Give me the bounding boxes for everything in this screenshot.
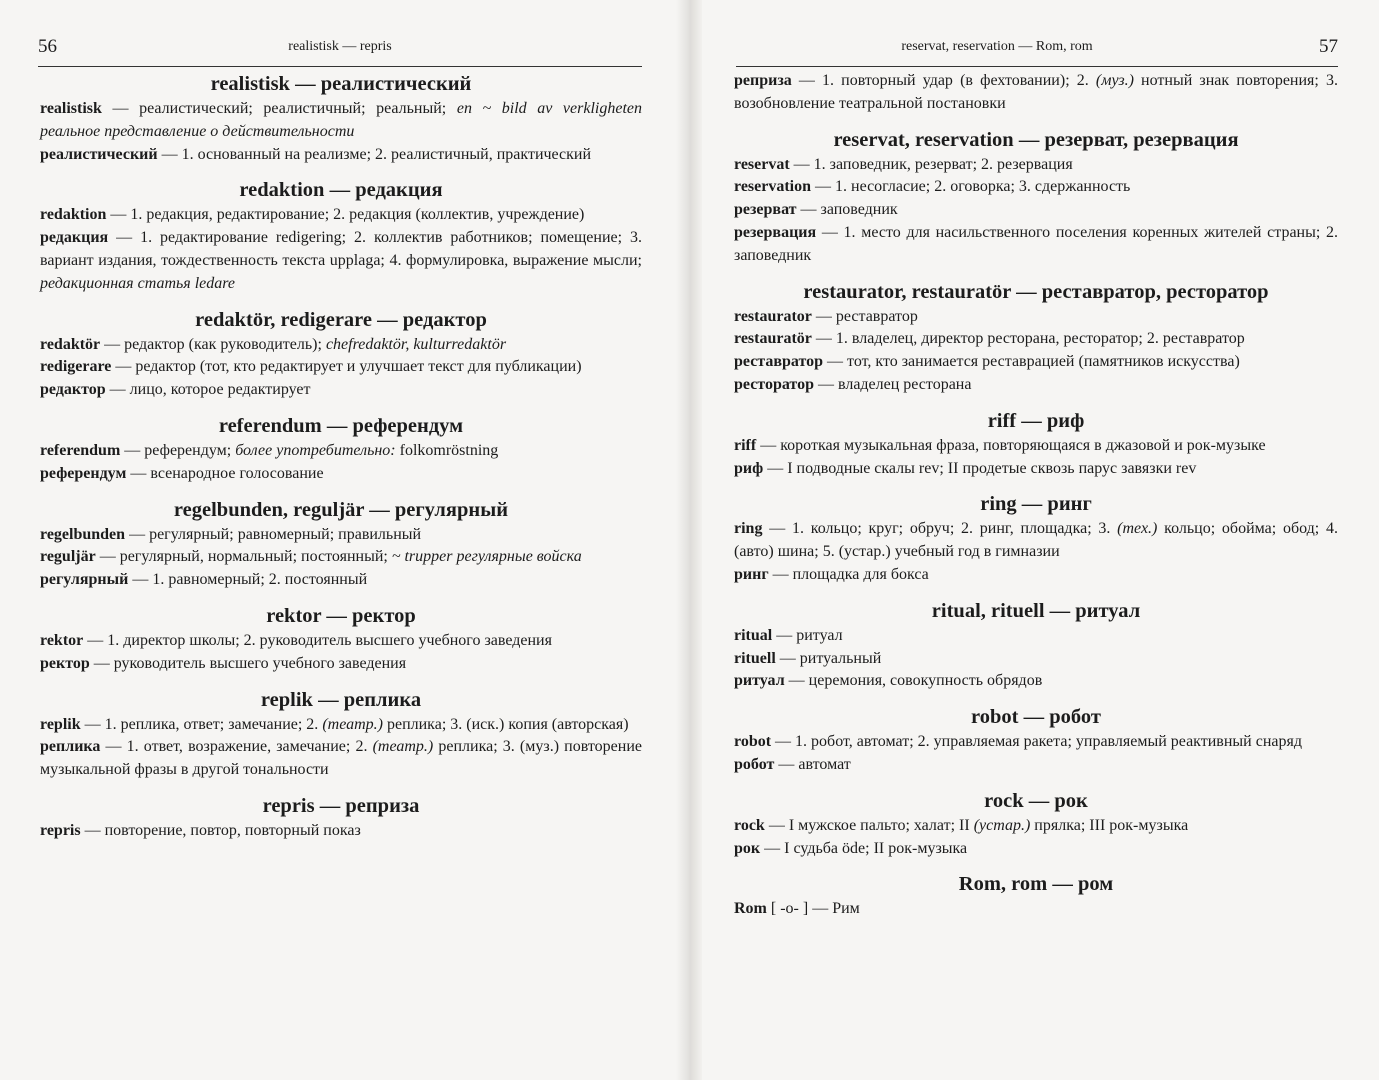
definition-line [734, 199, 1338, 222]
headword: робот [734, 755, 775, 773]
definition-text: — реалистический; реалистичный; реальный; [101, 100, 457, 117]
definition-line [734, 154, 1338, 177]
definition-line [734, 815, 1338, 838]
definition-line [40, 820, 642, 843]
headword: reservat [734, 155, 790, 173]
dictionary-entry [734, 787, 1338, 861]
definition-line [734, 435, 1338, 458]
dictionary-entry [40, 70, 642, 166]
headword: Rom [734, 900, 767, 918]
headword: restaurator [734, 307, 812, 325]
running-head [38, 36, 642, 67]
usage-example: en ~ bild av verkligheten реальное представление о действительности [40, 100, 642, 140]
headword: рок [734, 839, 761, 857]
headword: реплика [40, 738, 101, 756]
definition-line [40, 569, 642, 592]
definition-line [40, 334, 642, 357]
definition-text-continued: folkomröstning [395, 441, 499, 459]
running-head-text: reservat, reservation — Rom, rom [901, 39, 1093, 54]
definition-text: — 1. основанный на реализме; 2. реалистичный, практический [157, 145, 592, 163]
definition-text: — тот, кто занимается реставрацией (памятников искусства) [823, 353, 1240, 371]
definition-text: — редактор (как руководитель); [100, 335, 326, 353]
definition-text: — короткая музыкальная фраза, повторяющаяся в джазовой и рок-музыке [756, 436, 1266, 454]
definition-line [734, 222, 1338, 268]
definition-line [40, 98, 642, 144]
dictionary-entry [40, 176, 642, 295]
entry-heading: realistisk — реалистический [210, 73, 472, 95]
definition-text: — 1. редакция, редактирование; 2. редакция (коллектив, учреждение) [106, 206, 585, 224]
dictionary-entry [734, 70, 1338, 116]
headword: rektor [40, 631, 84, 649]
definition-line [40, 546, 642, 569]
dictionary-entry [40, 686, 642, 782]
definition-line [40, 714, 642, 737]
right-page [702, 0, 1379, 1080]
definition-text: — владелец ресторана [813, 375, 972, 393]
definition-text: — 1. заповедник, резерват; 2. резервация [789, 155, 1073, 173]
headword: redaktör [40, 335, 101, 353]
definition-line [40, 227, 642, 295]
definition-line [40, 144, 642, 167]
definition-line [40, 204, 642, 227]
headword: robot [734, 733, 772, 751]
page-number: 56 [38, 36, 57, 57]
entry-heading: redaktion — редакция [239, 179, 443, 202]
headword: ritual [734, 626, 773, 644]
headword: редактор [40, 381, 106, 399]
usage-example: (тех.) [1117, 520, 1158, 538]
definition-text: — площадка для бокса [768, 565, 929, 583]
headword: reservation [734, 178, 812, 196]
headword: realistisk [40, 100, 102, 117]
usage-example: (муз.) [1095, 72, 1134, 89]
dictionary-entry [40, 412, 642, 486]
definition-text: — 1. равномерный; 2. постоянный [128, 571, 368, 589]
definition-line [40, 736, 642, 782]
dictionary-entry [734, 597, 1338, 693]
definition-line [734, 518, 1338, 564]
definition-text: — 1. владелец, директор ресторана, ресторатор; 2. реставратор [811, 330, 1245, 348]
left-page [0, 0, 676, 1080]
definition-line [734, 374, 1338, 397]
running-head-text: realistisk — repris [288, 39, 392, 54]
definition-text: — реставратор [811, 307, 918, 325]
definition-text: — I судьба öde; II рок-музыка [760, 839, 968, 857]
dictionary-entry [734, 126, 1338, 268]
entry-heading: rektor — ректор [266, 604, 416, 627]
running-head [736, 36, 1338, 67]
headword: реалистический [40, 145, 158, 163]
dictionary-entry [40, 792, 642, 843]
definition-line [734, 898, 1338, 921]
dictionary-entry [734, 490, 1338, 586]
headword: реставратор [734, 353, 824, 371]
left-column [40, 70, 642, 853]
usage-example: (театр.) [322, 715, 383, 733]
definition-text: — I подводные скалы rev; II продетые сквозь парус завязки rev [763, 459, 1197, 477]
entry-heading: referendum — референдум [218, 414, 464, 437]
definition-text: — заповедник [796, 201, 898, 219]
entry-heading: ring — ринг [980, 493, 1092, 516]
definition-line [40, 379, 642, 402]
headword: ринг [734, 565, 769, 583]
definition-line [734, 731, 1338, 754]
definition-line [40, 356, 642, 379]
definition-text: — 1. несогласие; 2. оговорка; 3. сдержанность [811, 178, 1131, 196]
definition-text: [ -o- ] — Рим [766, 900, 860, 918]
entry-heading: restaurator, restauratör — реставратор, ресторатор [803, 280, 1269, 303]
headword: riff [734, 436, 757, 454]
usage-example: ~ trupper регулярные войска [391, 548, 582, 566]
definition-text: — 1. редактирование redigering; 2. коллектив работников; помещение; 3. вариант издания, тождественность текста upplaga; 4. формулировка, выражение мысли; [40, 229, 642, 269]
headword: redaktion [40, 206, 107, 224]
definition-text-continued: реплика; 3. (муз.) повторение музыкальной фразы в другой тональности [40, 738, 642, 779]
headword: реприза [734, 72, 792, 89]
definition-text: — регулярный, нормальный; постоянный; [95, 548, 392, 566]
entry-heading: rock — рок [984, 789, 1088, 812]
usage-example: chefredaktör, kulturredaktör [325, 335, 507, 353]
definition-text: — I мужское пальто; халат; II [764, 816, 974, 834]
dictionary-entry [734, 278, 1338, 397]
entry-heading: robot — робот [971, 706, 1101, 729]
dictionary-entry [734, 703, 1338, 777]
headword: регулярный [40, 571, 129, 589]
dictionary-entry [40, 602, 642, 676]
definition-line [734, 648, 1338, 671]
definition-text: — повторение, повтор, повторный показ [80, 821, 361, 839]
definition-text: — редактор (тот, кто редактирует и улучшает текст для публикации) [111, 358, 582, 376]
headword: reguljär [40, 548, 96, 566]
headword: ритуал [734, 672, 785, 690]
entry-heading: repris — реприза [262, 794, 420, 817]
definition-text: — референдум; [120, 441, 236, 459]
usage-example: более употребительно: [235, 441, 396, 459]
definition-line [734, 306, 1338, 329]
definition-line [40, 653, 642, 676]
definition-text: — руководитель высшего учебного заведения [89, 654, 407, 672]
headword: redigerare [40, 358, 112, 376]
book-gutter [676, 0, 702, 1080]
definition-line [734, 670, 1338, 693]
headword: restauratör [734, 330, 812, 348]
definition-line [40, 440, 642, 463]
dictionary-entry [40, 306, 642, 402]
definition-line [734, 351, 1338, 374]
definition-line [734, 458, 1338, 481]
dictionary-entry [40, 496, 642, 592]
definition-line [40, 630, 642, 653]
definition-text: — автомат [774, 755, 851, 773]
definition-text: — 1. реплика, ответ; замечание; 2. [80, 715, 323, 733]
definition-line [40, 524, 642, 547]
definition-text: — ритуал [772, 626, 843, 644]
definition-text: — 1. ответ, возражение, замечание; 2. [100, 738, 373, 756]
entry-heading: Rom, rom — ром [958, 873, 1114, 896]
headword: replik [40, 715, 81, 733]
headword: резервация [734, 223, 817, 241]
usage-example: (устар.) [973, 816, 1031, 834]
definition-text-continued: прялка; III рок-музыка [1030, 816, 1189, 834]
definition-text: — 1. кольцо; круг; обруч; 2. ринг, площадка; 3. [762, 520, 1118, 538]
definition-line [734, 838, 1338, 861]
headword: ректор [40, 654, 90, 672]
entry-heading: replik — реплика [260, 688, 422, 711]
usage-example: (театр.) [372, 738, 434, 756]
headword: референдум [40, 464, 127, 482]
definition-text-continued: нотный знак повторения; 3. возобновление театральной постановки [734, 72, 1338, 112]
entry-heading: riff — риф [987, 409, 1085, 432]
definition-line [40, 463, 642, 486]
headword: rock [734, 816, 765, 834]
definition-line [734, 754, 1338, 777]
definition-line [734, 564, 1338, 587]
right-column [734, 70, 1338, 931]
definition-text: — 1. место для насильственного поселения коренных жителей страны; 2. заповедник [734, 223, 1338, 264]
definition-line [734, 328, 1338, 351]
definition-line [734, 70, 1338, 116]
headword: риф [734, 459, 764, 477]
definition-text-continued: кольцо; обойма; обод; 4. (авто) шина; 5. (устар.) учебный год в гимназии [734, 520, 1338, 561]
definition-text: — регулярный; равномерный; правильный [125, 525, 422, 543]
headword: ресторатор [734, 375, 814, 393]
definition-text: — церемония, совокупность обрядов [784, 672, 1043, 690]
definition-text: — лицо, которое редактирует [105, 381, 311, 399]
headword: ring [734, 520, 763, 538]
entry-heading: redaktör, redigerare — редактор [195, 308, 487, 331]
headword: редакция [40, 229, 109, 247]
entry-heading: ritual, rituell — ритуал [931, 599, 1141, 622]
headword: резерват [734, 201, 797, 219]
definition-text-continued: реплика; 3. (иск.) копия (авторская) [382, 715, 629, 733]
headword: rituell [734, 649, 776, 667]
definition-text: — 1. повторный удар (в фехтовании); 2. [791, 72, 1096, 89]
entry-heading: regelbunden, reguljär — регулярный [173, 498, 509, 521]
usage-example: редакционная статья ledare [40, 274, 235, 292]
headword: regelbunden [40, 525, 126, 543]
dictionary-entry [734, 870, 1338, 921]
dictionary-entry [734, 407, 1338, 481]
headword: referendum [40, 441, 121, 459]
definition-text: — всенародное голосование [126, 464, 324, 482]
page-number: 57 [1319, 36, 1338, 57]
definition-text: — 1. робот, автомат; 2. управляемая ракета; управляемый реактивный снаряд [771, 733, 1302, 751]
definition-text: — ритуальный [775, 649, 882, 667]
definition-line [734, 625, 1338, 648]
entry-heading: reservat, reservation — резерват, резервация [833, 128, 1239, 151]
headword: repris [40, 821, 81, 839]
definition-line [734, 176, 1338, 199]
definition-text: — 1. директор школы; 2. руководитель высшего учебного заведения [83, 631, 552, 649]
